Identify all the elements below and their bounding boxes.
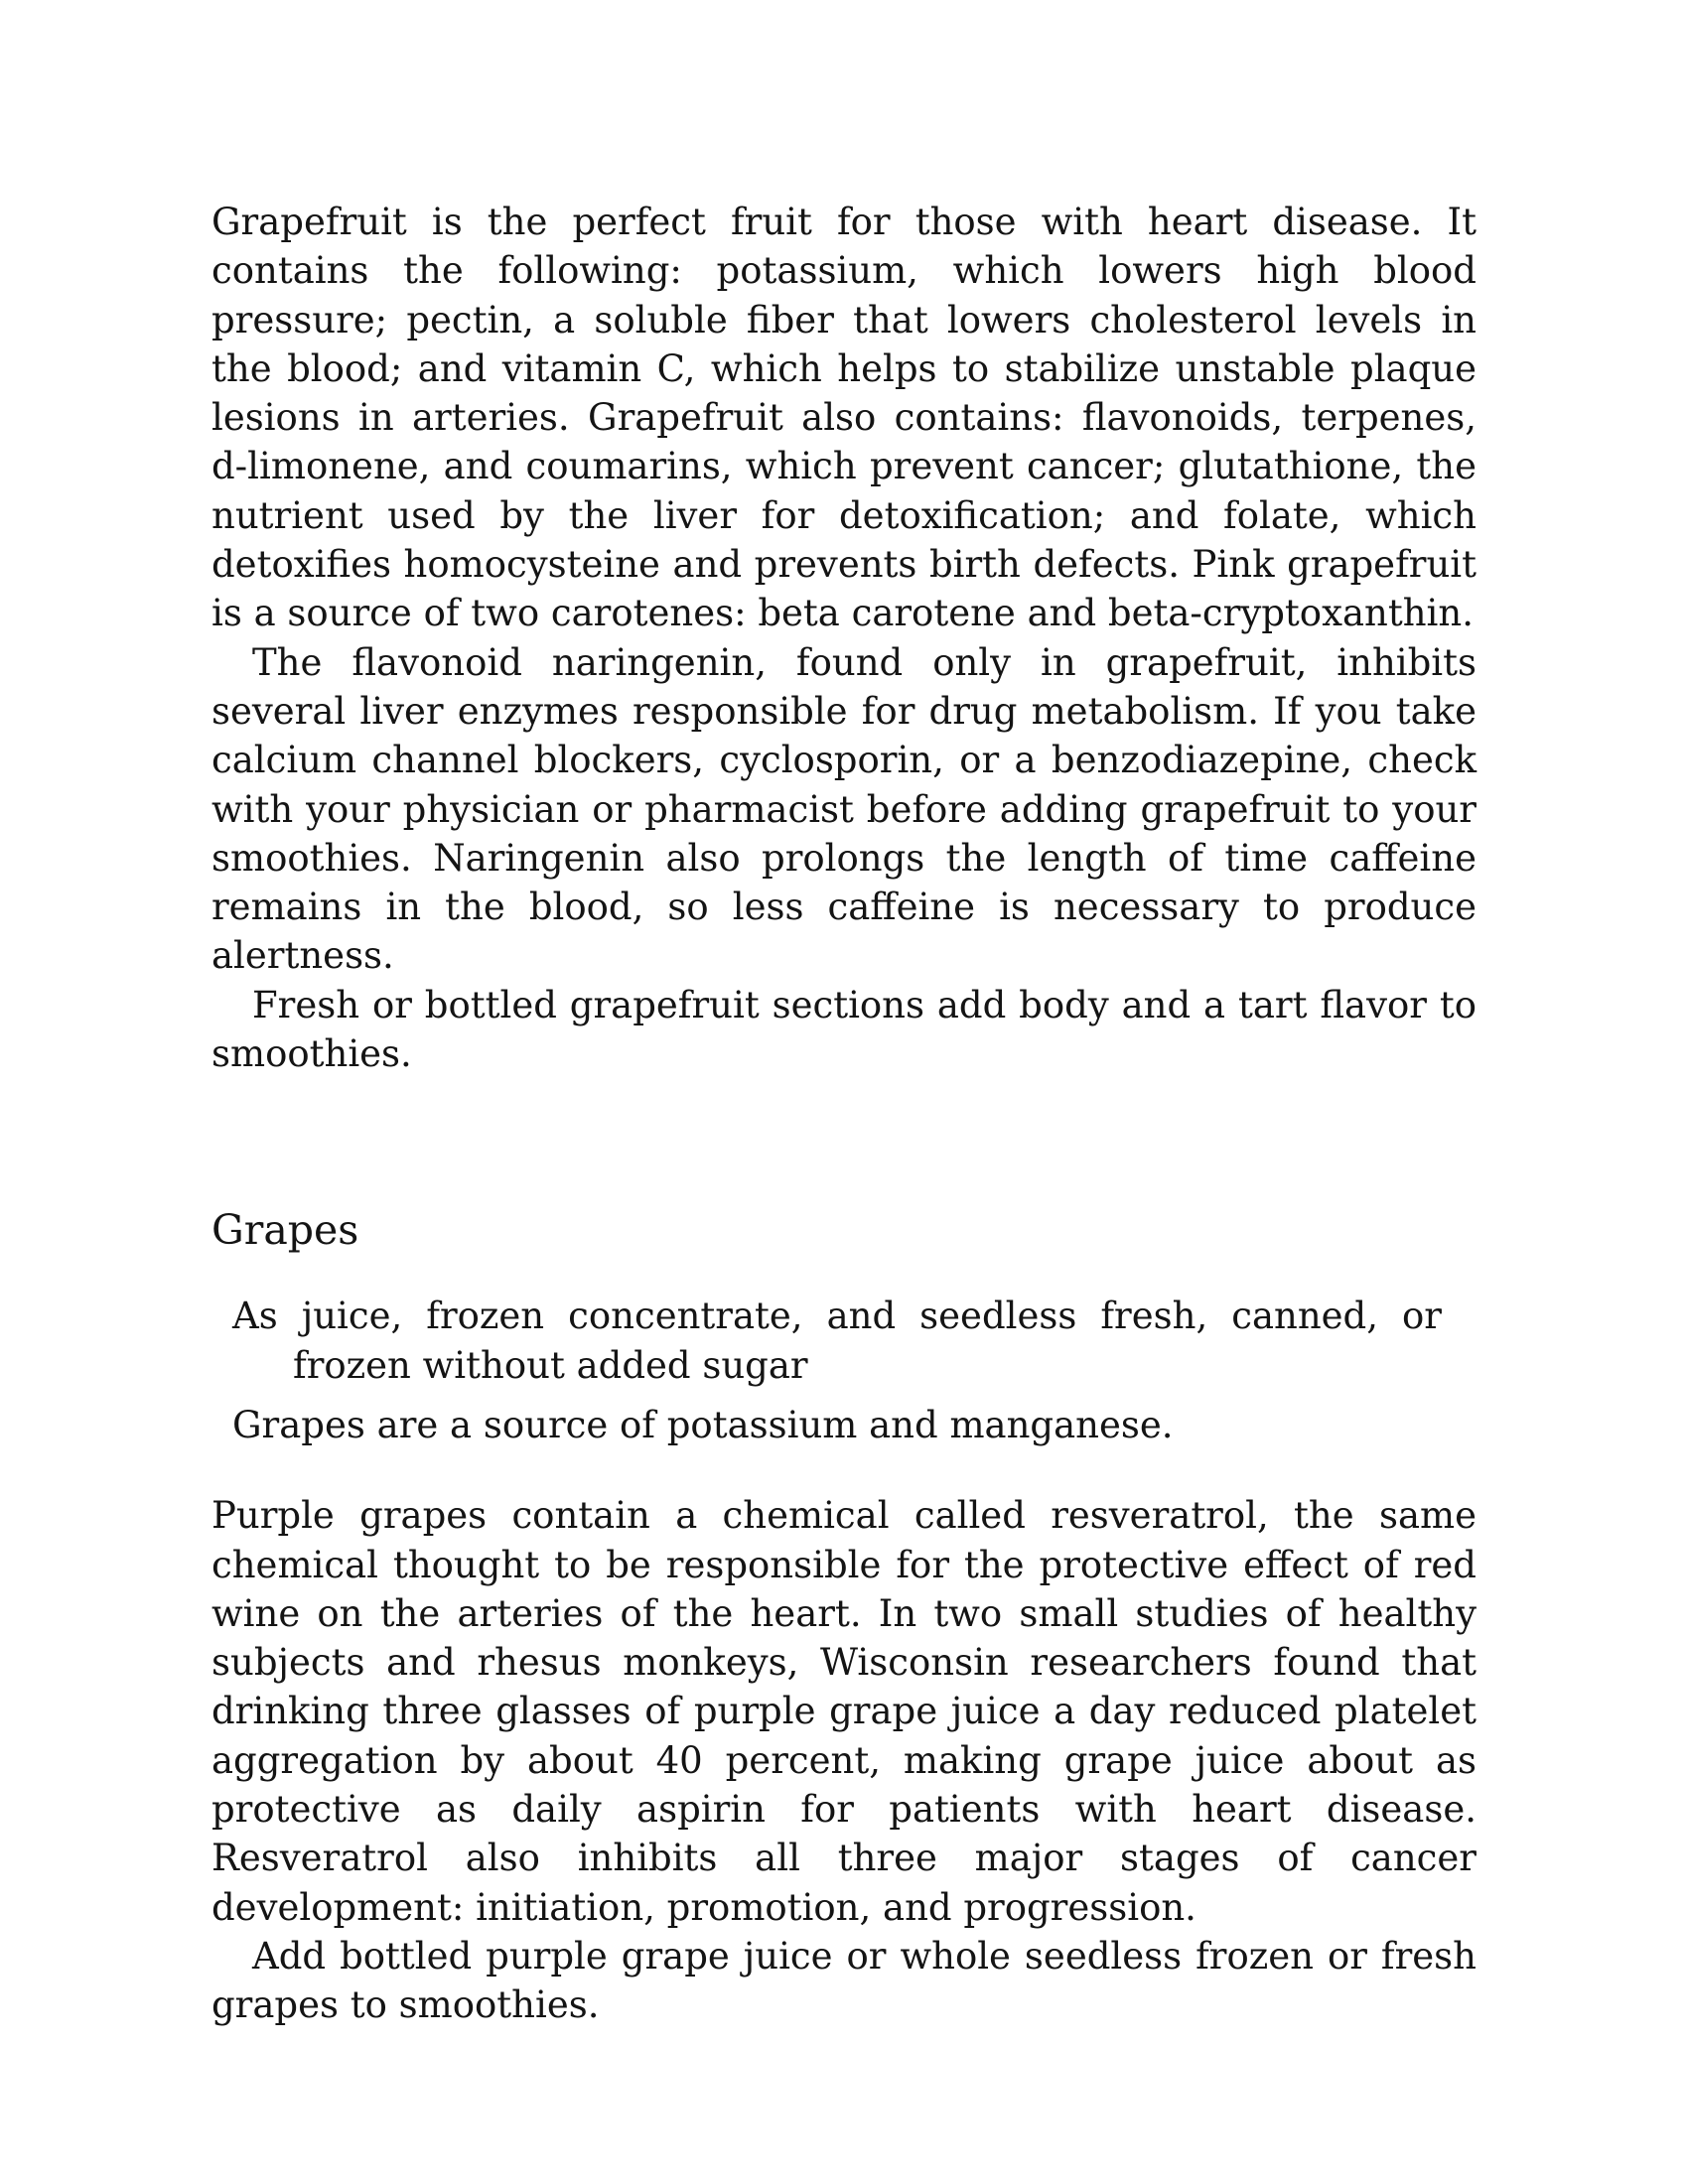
page-content	[211, 198, 1477, 2030]
section-spacer	[211, 1078, 1477, 1202]
grapes-section	[211, 1202, 1477, 2029]
body-paragraph: Fresh or bottled grapefruit sections add body and a tart flavor to smoothies.	[211, 983, 1477, 1076]
body-paragraph: Purple grapes contain a chemical called resveratrol, the same chemical thought to be responsible for the protective effect of red wine on the arteries of the heart. In two small studies of healthy subjects and rhesus monkeys, Wisconsin researchers found that drinking three glasses of purple grape juice a day reduced platelet aggregation by about 40 percent, making grape juice about as protective as daily aspirin for patients with heart disease. Resveratrol also inhibits all three major stages of cancer development: initiation, promotion, and progression.	[211, 1494, 1477, 1929]
body-paragraph: Add bottled purple grape juice or whole seedless frozen or fresh grapes to smoothies.	[211, 1934, 1477, 2027]
available-forms-item: As juice, frozen concentrate, and seedless fresh, canned, or frozen without added sugar	[232, 1295, 1442, 1387]
body-paragraph: The flavonoid naringenin, found only in grapefruit, inhibits several liver enzymes responsible for drug metabolism. If you take calcium channel blockers, cyclosporin, or a benzodiazepine, check with your physician or pharmacist before adding grapefruit to your smoothies. Naringenin also prolongs the length of time caffeine remains in the blood, so less caffeine is necessary to produce alertness.	[211, 640, 1477, 978]
section-heading: Grapes	[211, 1206, 359, 1255]
body-paragraph: Grapefruit is the perfect fruit for those with heart disease. It contains the following: potassium, which lowers high blood pressure; pectin, a soluble fiber that lowers cholesterol levels in the blood; and vitamin C, which helps to stabilize unstable plaque lesions in arteries. Grapefruit also contains: flavonoids, terpenes, d-limonene, and coumarins, which prevent cancer; glutathione, the nutrient used by the liver for detoxification; and folate, which detoxifies homocysteine and prevents birth defects. Pink grapefruit is a source of two carotenes: beta carotene and beta-cryptoxanthin.	[211, 201, 1477, 635]
nutrients-item: Grapes are a source of potassium and manganese.	[232, 1403, 1174, 1446]
grapefruit-section	[211, 198, 1477, 1078]
